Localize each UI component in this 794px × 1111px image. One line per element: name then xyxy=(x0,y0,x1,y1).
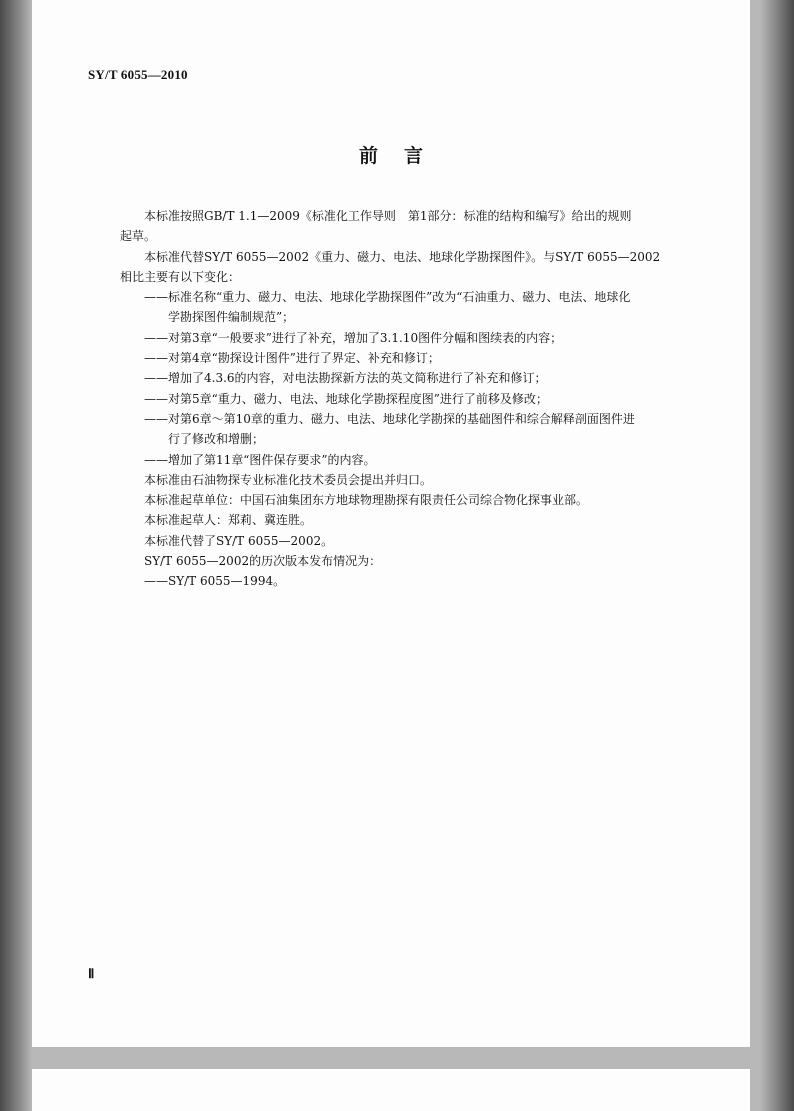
change-list-item-continuation: 学勘探图件编制规范”； xyxy=(168,310,295,325)
paragraph: 本标准起草单位：中国石油集团东方地球物理勘探有限责任公司综合物化探事业部。 xyxy=(144,493,589,508)
change-list-item: ——对第3章“一般要求”进行了补充，增加了3.1.10图件分幅和图续表的内容； xyxy=(144,330,563,345)
standard-code: SY/T 6055—2010 xyxy=(88,67,188,82)
edition-history-item: ——SY/T 6055—1994。 xyxy=(144,574,286,589)
paragraph: 本标准代替了SY/T 6055—2002。 xyxy=(144,533,334,548)
paragraph: SY/T 6055—2002的历次版本发布情况为： xyxy=(144,554,382,569)
change-list-item: ——标准名称“重力、磁力、电法、地球化学勘探图件”改为“石油重力、磁力、电法、地球化 xyxy=(144,290,631,305)
paragraph: 本标准由石油物探专业标准化技术委员会提出并归口。 xyxy=(144,472,433,487)
page-title: 前言 xyxy=(358,145,449,167)
page-number: Ⅱ xyxy=(88,966,95,981)
foreword-body xyxy=(120,206,682,592)
change-list-item: ——增加了第11章“图件保存要求”的内容。 xyxy=(144,452,376,467)
paragraph: 本标准代替SY/T 6055—2002《重力、磁力、电法、地球化学勘探图件》。与SY/T 6055—2002 xyxy=(144,249,661,264)
paragraph: 起草。 xyxy=(120,229,157,244)
paragraph: 本标准起草人：郑莉、冀连胜。 xyxy=(144,513,313,528)
change-list-item-continuation: 行了修改和增删； xyxy=(168,432,265,447)
next-page-edge xyxy=(32,1069,750,1111)
document-page xyxy=(32,0,750,1047)
change-list-item: ——对第6章～第10章的重力、磁力、电法、地球化学勘探的基础图件和综合解释剖面图件进 xyxy=(144,411,635,426)
paragraph: 本标准按照GB/T 1.1—2009《标准化工作导则 第1部分：标准的结构和编写》给出的规则 xyxy=(144,209,632,223)
change-list-item: ——增加了4.3.6的内容，对电法勘探新方法的英文简称进行了补充和修订； xyxy=(144,371,547,386)
change-list-item: ——对第5章“重力、磁力、电法、地球化学勘探程度图”进行了前移及修改； xyxy=(144,391,548,406)
paragraph: 相比主要有以下变化： xyxy=(120,269,241,284)
change-list-item: ——对第4章“勘探设计图件”进行了界定、补充和修订； xyxy=(144,351,440,366)
